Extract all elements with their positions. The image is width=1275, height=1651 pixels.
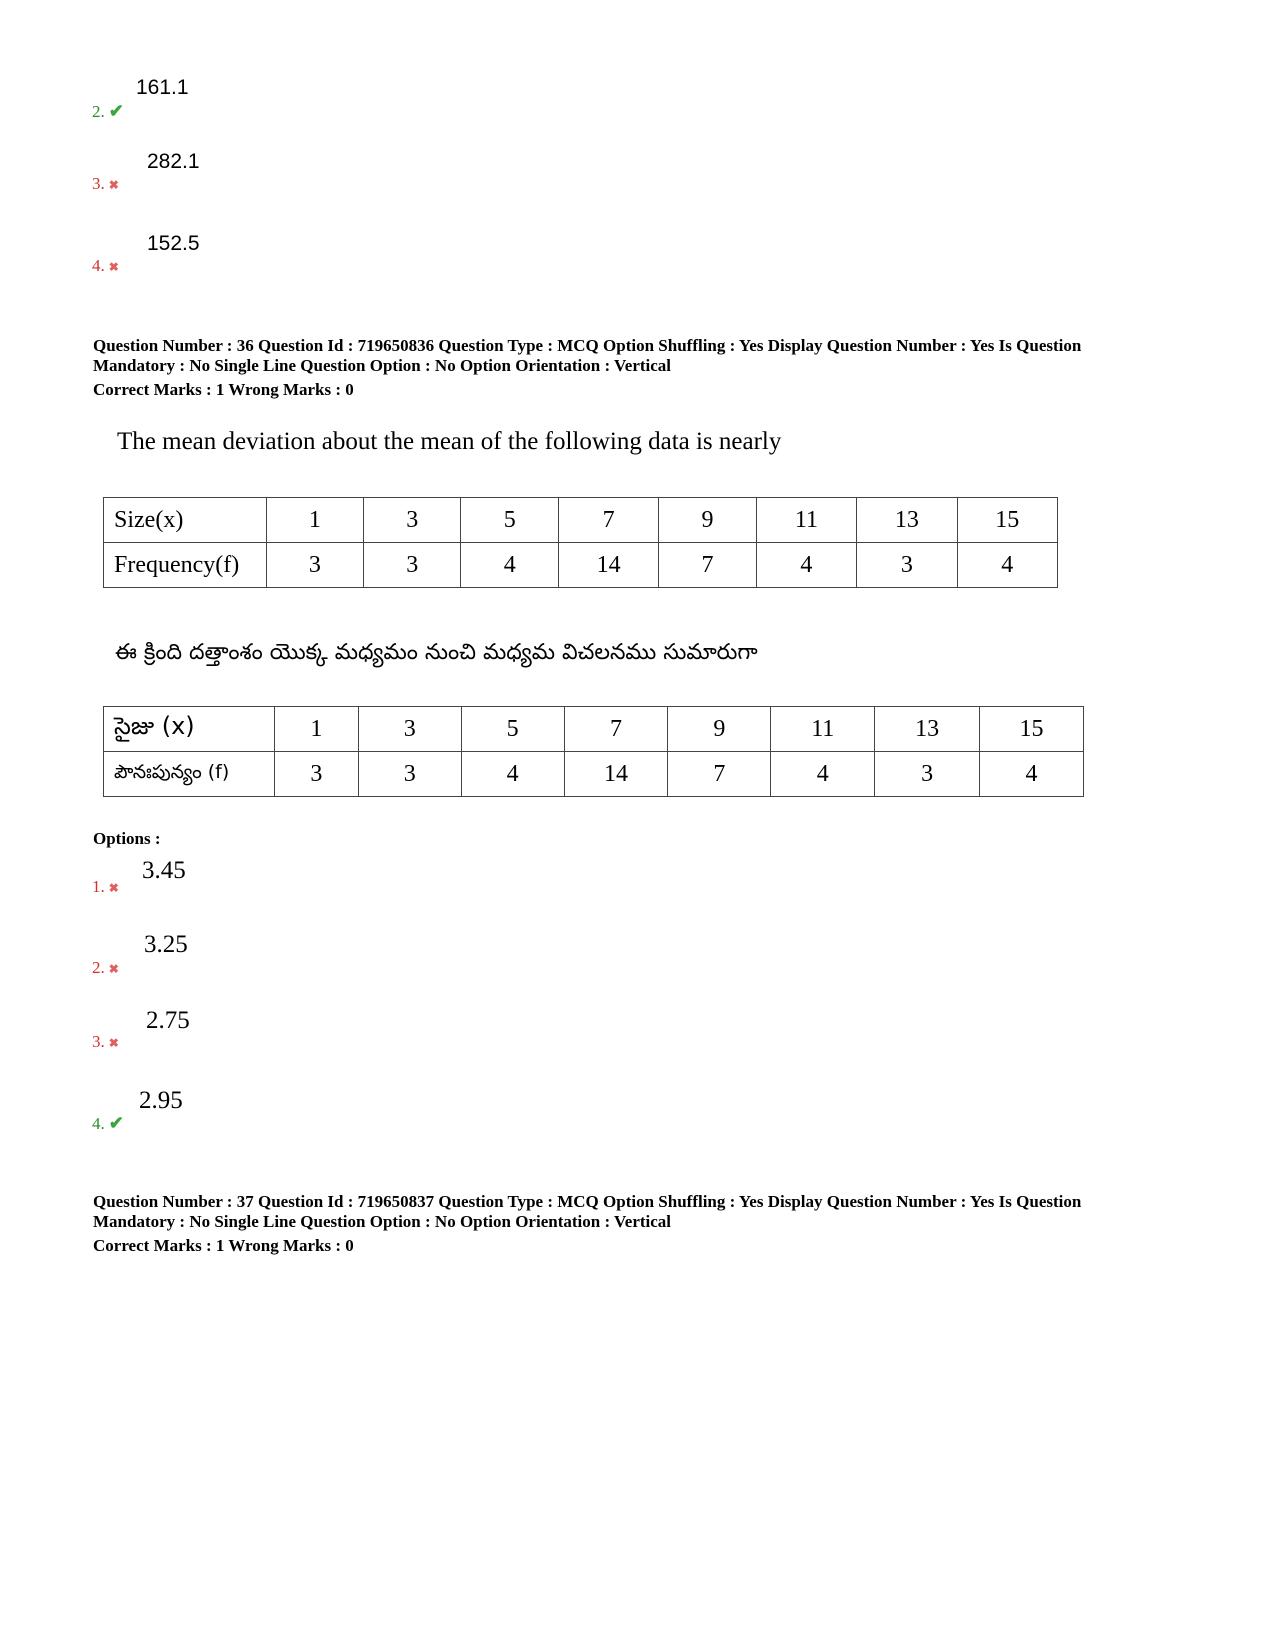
cell-f: 3 bbox=[875, 752, 980, 797]
cell-f: 3 bbox=[266, 543, 363, 588]
option-3-number: 3. bbox=[92, 1032, 105, 1051]
cell-x: 5 bbox=[461, 707, 564, 752]
cell-x: 9 bbox=[659, 498, 756, 543]
table-row bbox=[104, 752, 1084, 797]
cell-f: 14 bbox=[564, 752, 668, 797]
prev-option-4 bbox=[92, 256, 119, 276]
q36-meta-line2: Mandatory : No Single Line Question Option : No Option Orientation : Vertical bbox=[93, 356, 672, 375]
cell-x: 13 bbox=[875, 707, 980, 752]
cell-x: 9 bbox=[668, 707, 771, 752]
check-icon: ✔ bbox=[108, 1113, 124, 1133]
cross-icon: ✖ bbox=[108, 881, 119, 895]
cell-f: 14 bbox=[558, 543, 658, 588]
cell-f: 4 bbox=[461, 752, 564, 797]
prev-option-4-number: 4. bbox=[92, 256, 105, 275]
table-row bbox=[104, 543, 1058, 588]
prev-option-3-number: 3. bbox=[92, 174, 105, 193]
cell-x: 7 bbox=[558, 498, 658, 543]
prev-option-3-value: 282.1 bbox=[147, 150, 200, 173]
row-label-frequency-te: పౌనఃపున్యం (f) bbox=[104, 752, 275, 797]
table-row bbox=[104, 498, 1058, 543]
table-row bbox=[104, 707, 1084, 752]
option-4-value: 2.95 bbox=[139, 1087, 183, 1114]
row-label-size-te: సైజు (x) bbox=[104, 707, 275, 752]
cell-f: 4 bbox=[980, 752, 1084, 797]
q37-meta-line2: Mandatory : No Single Line Question Option : No Option Orientation : Vertical bbox=[93, 1212, 672, 1231]
option-3-value: 2.75 bbox=[146, 1007, 190, 1034]
cell-f: 3 bbox=[358, 752, 461, 797]
option-4-number: 4. bbox=[92, 1114, 105, 1133]
cell-x: 1 bbox=[274, 707, 358, 752]
option-1-number: 1. bbox=[92, 877, 105, 896]
cell-f: 4 bbox=[771, 752, 875, 797]
prev-option-3 bbox=[92, 174, 119, 194]
row-label-size: Size(x) bbox=[104, 498, 267, 543]
row-label-frequency: Frequency(f) bbox=[104, 543, 267, 588]
option-3 bbox=[92, 1032, 119, 1052]
prev-option-2-value: 161.1 bbox=[136, 76, 189, 99]
q36-question-en: The mean deviation about the mean of the following data is nearly bbox=[117, 428, 782, 455]
q36-meta bbox=[93, 336, 1263, 400]
cross-icon: ✖ bbox=[108, 260, 119, 274]
option-4 bbox=[92, 1113, 124, 1134]
q36-question-te: ఈ క్రింది దత్తాంశం యొక్క మధ్యమం నుంచి మధ్యమ విచలనము సుమారుగా bbox=[115, 640, 758, 665]
prev-option-4-value: 152.5 bbox=[147, 232, 200, 255]
cell-f: 4 bbox=[756, 543, 856, 588]
check-icon: ✔ bbox=[108, 101, 124, 121]
options-label: Options : bbox=[93, 829, 161, 848]
prev-option-2 bbox=[92, 101, 124, 122]
cell-x: 11 bbox=[771, 707, 875, 752]
cross-icon: ✖ bbox=[108, 178, 119, 192]
cell-x: 1 bbox=[266, 498, 363, 543]
q37-meta bbox=[93, 1192, 1263, 1256]
option-1-value: 3.45 bbox=[142, 857, 186, 884]
q37-meta-line1: Question Number : 37 Question Id : 719650837 Question Type : MCQ Option Shuffling : Yes Display Question Number : Yes Is Question bbox=[93, 1192, 1082, 1211]
cell-x: 11 bbox=[756, 498, 856, 543]
prev-option-2-number: 2. bbox=[92, 102, 105, 121]
cell-f: 3 bbox=[857, 543, 957, 588]
q37-marks: Correct Marks : 1 Wrong Marks : 0 bbox=[93, 1236, 354, 1255]
cell-f: 7 bbox=[659, 543, 756, 588]
cell-x: 3 bbox=[358, 707, 461, 752]
cell-x: 15 bbox=[980, 707, 1084, 752]
q36-table-te bbox=[103, 706, 1084, 797]
cell-f: 4 bbox=[461, 543, 558, 588]
option-1 bbox=[92, 877, 119, 897]
cell-x: 15 bbox=[957, 498, 1057, 543]
option-2-number: 2. bbox=[92, 958, 105, 977]
cell-x: 13 bbox=[857, 498, 957, 543]
cell-x: 7 bbox=[564, 707, 668, 752]
cell-f: 7 bbox=[668, 752, 771, 797]
cell-f: 3 bbox=[274, 752, 358, 797]
cross-icon: ✖ bbox=[108, 1036, 119, 1050]
option-2 bbox=[92, 958, 119, 978]
cross-icon: ✖ bbox=[108, 962, 119, 976]
q36-marks: Correct Marks : 1 Wrong Marks : 0 bbox=[93, 380, 354, 399]
option-2-value: 3.25 bbox=[144, 931, 188, 958]
q36-meta-line1: Question Number : 36 Question Id : 719650836 Question Type : MCQ Option Shuffling : Yes Display Question Number : Yes Is Question bbox=[93, 336, 1082, 355]
cell-x: 3 bbox=[364, 498, 461, 543]
cell-x: 5 bbox=[461, 498, 558, 543]
q36-table-en bbox=[103, 497, 1058, 588]
cell-f: 4 bbox=[957, 543, 1057, 588]
cell-f: 3 bbox=[364, 543, 461, 588]
